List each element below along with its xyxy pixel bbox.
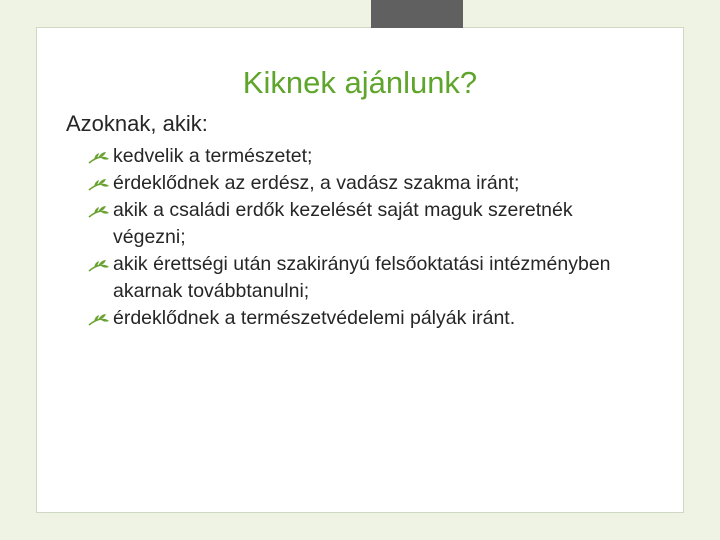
accent-bar [371, 0, 463, 28]
bullet-text: akik a családi erdők kezelését saját maguk szeretnék végezni; [113, 199, 573, 248]
bullet-list [88, 143, 648, 332]
slide-subtitle: Azoknak, akik: [66, 111, 208, 136]
bullet-item [88, 305, 648, 332]
bullet-item [88, 197, 648, 251]
leaf-bullet-icon [88, 311, 110, 327]
bullet-text: érdeklődnek a természetvédelemi pályák iránt. [113, 307, 516, 329]
bullet-text: kedvelik a természetet; [113, 145, 313, 167]
bullet-text: érdeklődnek az erdész, a vadász szakma iránt; [113, 172, 520, 194]
leaf-bullet-icon [88, 257, 110, 273]
leaf-bullet-icon [88, 149, 110, 165]
leaf-bullet-icon [88, 176, 110, 192]
leaf-bullet-icon [88, 203, 110, 219]
slide-title: Kiknek ajánlunk? [242, 65, 478, 100]
bullet-text: akik érettségi után szakirányú felsőoktatási intézményben akarnak továbbtanulni; [113, 253, 611, 302]
bullet-item [88, 170, 648, 197]
bullet-item [88, 143, 648, 170]
bullet-item [88, 251, 648, 305]
